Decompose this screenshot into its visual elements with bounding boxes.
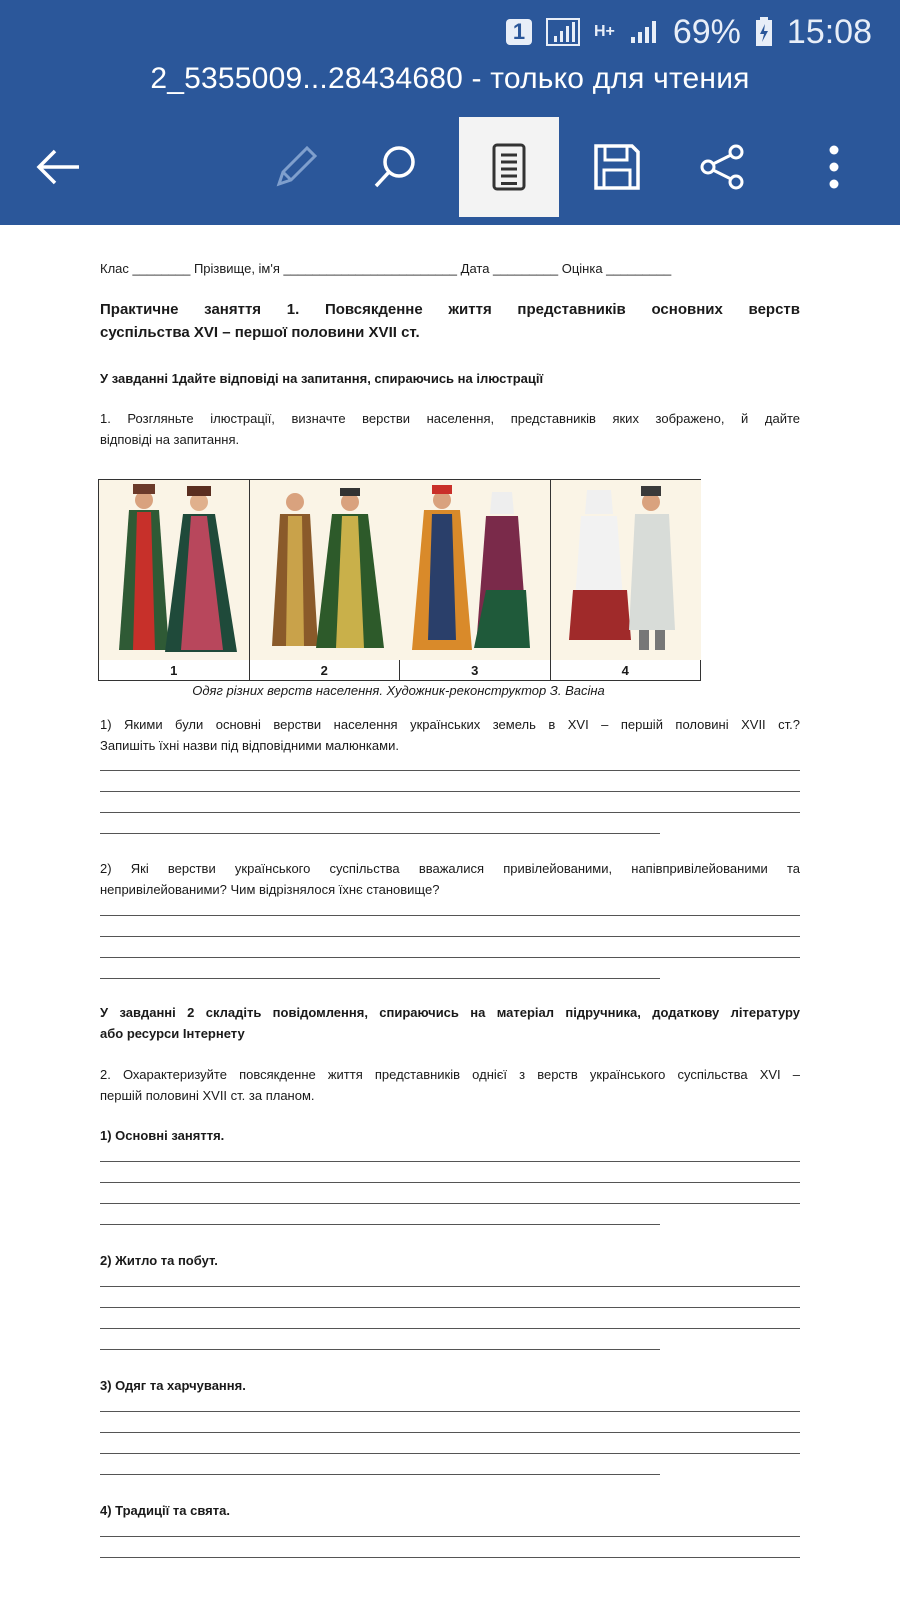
costume-illustrations: [98, 479, 701, 681]
answer-line: [100, 770, 800, 771]
answer-line: [100, 1557, 800, 1558]
task2-heading-line-1: У завданні 2 складіть повідомлення, спираючись на матеріал підручника, додаткову літературу: [100, 1005, 800, 1020]
figure-number-3: 3: [471, 663, 479, 678]
answer-line: [100, 936, 800, 937]
answer-line: [100, 1182, 800, 1183]
answer-line: [100, 915, 800, 916]
answer-line: [100, 812, 800, 813]
answer-line: [100, 1224, 660, 1225]
more-menu-button[interactable]: [784, 117, 884, 217]
costume-figure-1: [99, 480, 249, 660]
costume-figure-2: [250, 480, 400, 660]
illustration-4: [551, 480, 701, 680]
reading-view-button[interactable]: [459, 117, 559, 217]
figure-number-4: 4: [621, 663, 629, 678]
sim-slot-badge: 1: [506, 19, 532, 45]
heading-line-2: суспільства XVI – першої половини XVII ст.: [100, 324, 420, 341]
share-button[interactable]: [673, 117, 773, 217]
answer-line: [100, 1349, 660, 1350]
document-page[interactable]: [0, 225, 900, 1600]
figure-number-1: 1: [170, 663, 178, 678]
battery-charging-icon: [755, 17, 773, 47]
search-button[interactable]: [345, 117, 445, 217]
plan-item-4: 4) Традиції та свята.: [100, 1503, 230, 1518]
reading-view-icon: [489, 142, 529, 192]
task2-heading-line-2: або ресурси Інтернету: [100, 1026, 245, 1041]
wifi-signal-icon: [546, 18, 580, 46]
answer-line: [100, 791, 800, 792]
more-menu-icon: [827, 142, 841, 192]
heading-line-1: Практичне заняття 1. Повсякденне життя представників основних верств: [100, 301, 800, 318]
clock: 15:08: [786, 12, 872, 51]
answer-line: [100, 1307, 800, 1308]
back-arrow-icon: [33, 147, 83, 187]
toolbar: [0, 117, 900, 217]
search-icon: [370, 142, 420, 192]
question-1-line-2: Запишіть їхні назви під відповідними малюнками.: [100, 738, 399, 753]
answer-line: [100, 1203, 800, 1204]
app-bar: [0, 0, 900, 225]
share-icon: [698, 142, 748, 192]
network-type-label: H+: [593, 23, 615, 40]
cell-signal-icon: [629, 19, 659, 45]
task1-heading: У завданні 1дайте відповіді на запитання, спираючись на ілюстрації: [100, 371, 544, 386]
answer-line: [100, 1286, 800, 1287]
illustration-3: [400, 480, 551, 680]
answer-line: [100, 1161, 800, 1162]
question-2-line-1: 2) Які верстви українського суспільства вважалися привілейованими, напівпривілейованими та: [100, 861, 800, 876]
costume-figure-3: [400, 480, 550, 660]
task1-intro-line-1: 1. Розгляньте ілюстрації, визначте верстви населення, представників яких зображено, й дайте: [100, 411, 800, 426]
answer-line: [100, 978, 660, 979]
answer-line: [100, 1432, 800, 1433]
status-bar: [506, 10, 872, 54]
figure-caption: Одяг різних верств населення. Художник-реконструктор З. Васіна: [192, 683, 605, 698]
figure-number-2: 2: [320, 663, 328, 678]
answer-line: [100, 1536, 800, 1537]
costume-figure-4: [551, 480, 701, 660]
answer-line: [100, 1474, 660, 1475]
save-button[interactable]: [567, 117, 667, 217]
edit-pencil-icon: [271, 142, 321, 192]
illustration-2: [250, 480, 401, 680]
answer-line: [100, 957, 800, 958]
task2-intro-line-1: 2. Охарактеризуйте повсякденне життя представників однієї з верств українського суспільства XVI –: [100, 1067, 800, 1082]
question-2-line-2: непривілейованими? Чим відрізнялося їхнє становище?: [100, 882, 440, 897]
plan-item-3: 3) Одяг та харчування.: [100, 1378, 246, 1393]
answer-line: [100, 833, 660, 834]
answer-line: [100, 1453, 800, 1454]
student-info-line: Клас ________ Прізвище, ім'я ________________________ Дата _________ Оцінка _________: [100, 261, 672, 276]
task1-intro-line-2: відповіді на запитання.: [100, 432, 240, 447]
edit-button[interactable]: [246, 117, 346, 217]
task2-intro-line-2: першій половині XVII ст. за планом.: [100, 1088, 315, 1103]
plan-item-1: 1) Основні заняття.: [100, 1128, 225, 1143]
back-button[interactable]: [8, 117, 108, 217]
illustration-1: [99, 480, 250, 680]
answer-line: [100, 1328, 800, 1329]
plan-item-2: 2) Житло та побут.: [100, 1253, 218, 1268]
question-1-line-1: 1) Якими були основні верстви населення українських земель в XVI – першій половині XVII ст.?: [100, 717, 800, 732]
save-icon: [592, 142, 642, 192]
answer-line: [100, 1411, 800, 1412]
document-title: 2_5355009...28434680 - только для чтения: [150, 62, 750, 95]
battery-percent: 69%: [672, 12, 741, 51]
